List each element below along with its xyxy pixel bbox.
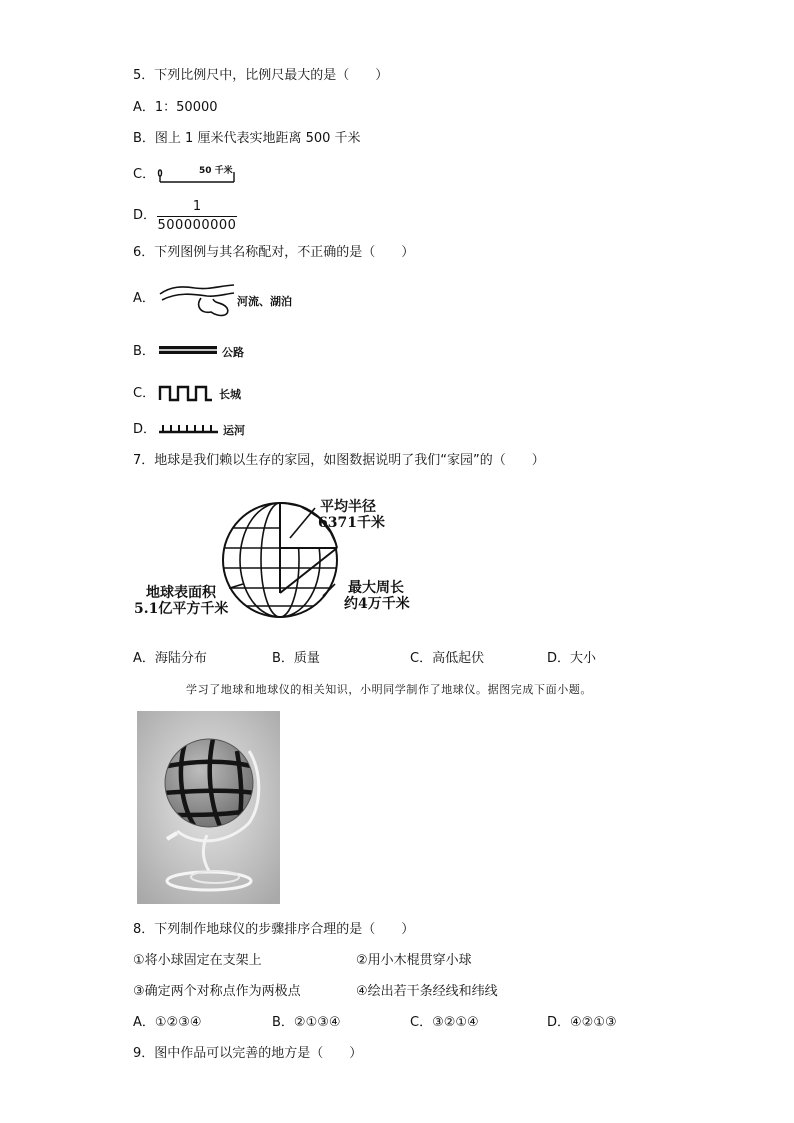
q8-option-c: C．③②①④ (410, 1015, 479, 1030)
q8-step-2: ②用小木棍贯穿小球 (356, 953, 472, 968)
q8-option-b: B．②①③④ (272, 1015, 341, 1030)
q6-option-d-name: 运河 (223, 424, 245, 437)
q6-option-c-name: 长城 (219, 388, 241, 401)
canal-legend-icon (158, 421, 220, 435)
great-wall-legend-icon (158, 383, 214, 403)
q7-stem: 7．地球是我们赖以生存的家园，如图数据说明了我们“家园”的（ ） (133, 453, 545, 468)
q6-option-a-label: A． (133, 291, 155, 306)
q6-option-b-label: B． (133, 344, 155, 359)
q8-step-1: ①将小球固定在支架上 (133, 953, 262, 968)
fig-area-label-1: 地球表面积 (146, 585, 216, 601)
fraction-bar (157, 216, 237, 217)
river-lake-legend-icon (157, 280, 237, 322)
fig-radius-label-2: 6371千米 (318, 515, 385, 531)
fig-circumference-label-1: 最大周长 (348, 580, 404, 596)
q9-stem: 9．图中作品可以完善的地方是（ ） (133, 1046, 363, 1061)
q5-scale-label: 50 千米 (199, 166, 233, 176)
handmade-globe-photo (137, 711, 280, 904)
q5-option-a: A．1：50000 (133, 100, 218, 115)
highway-legend-icon (158, 344, 220, 356)
q8-step-4: ④绘出若干条经线和纬线 (356, 984, 498, 999)
fraction-numerator: 1 (192, 199, 202, 214)
q5-option-d-fraction (157, 199, 237, 234)
q6-option-c-label: C． (133, 386, 156, 401)
q5-option-d-label: D． (133, 208, 157, 223)
q6-option-a-name: 河流、湖泊 (237, 295, 292, 308)
q7-option-c: C．高低起伏 (410, 651, 485, 666)
fig-circumference-label-2: 约4万千米 (344, 596, 410, 612)
q6-option-d-label: D． (133, 422, 157, 437)
q8-step-3: ③确定两个对称点作为两极点 (133, 984, 301, 999)
q7-option-a: A．海陆分布 (133, 651, 207, 666)
q5-stem: 5．下列比例尺中，比例尺最大的是（ ） (133, 68, 389, 83)
q7-option-b: B．质量 (272, 651, 320, 666)
fraction-denominator: 500000000 (157, 218, 237, 233)
q5-option-b: B．图上 1 厘米代表实地距离 500 千米 (133, 131, 361, 146)
q6-option-b-name: 公路 (222, 346, 244, 359)
fig-radius-label-1: 平均半径 (320, 499, 376, 515)
q8-option-a: A．①②③④ (133, 1015, 202, 1030)
globe-making-intro: 学习了地球和地球仪的相关知识，小明同学制作了地球仪。据图完成下面小题。 (186, 683, 592, 696)
q6-stem: 6．下列图例与其名称配对，不正确的是（ ） (133, 245, 415, 260)
fig-area-label-2: 5.1亿平方千米 (134, 601, 229, 617)
q8-stem: 8．下列制作地球仪的步骤排序合理的是（ ） (133, 922, 415, 937)
q7-option-d: D．大小 (547, 651, 597, 666)
q5-option-c-label: C． (133, 167, 156, 182)
q8-option-d: D．④②①③ (547, 1015, 617, 1030)
